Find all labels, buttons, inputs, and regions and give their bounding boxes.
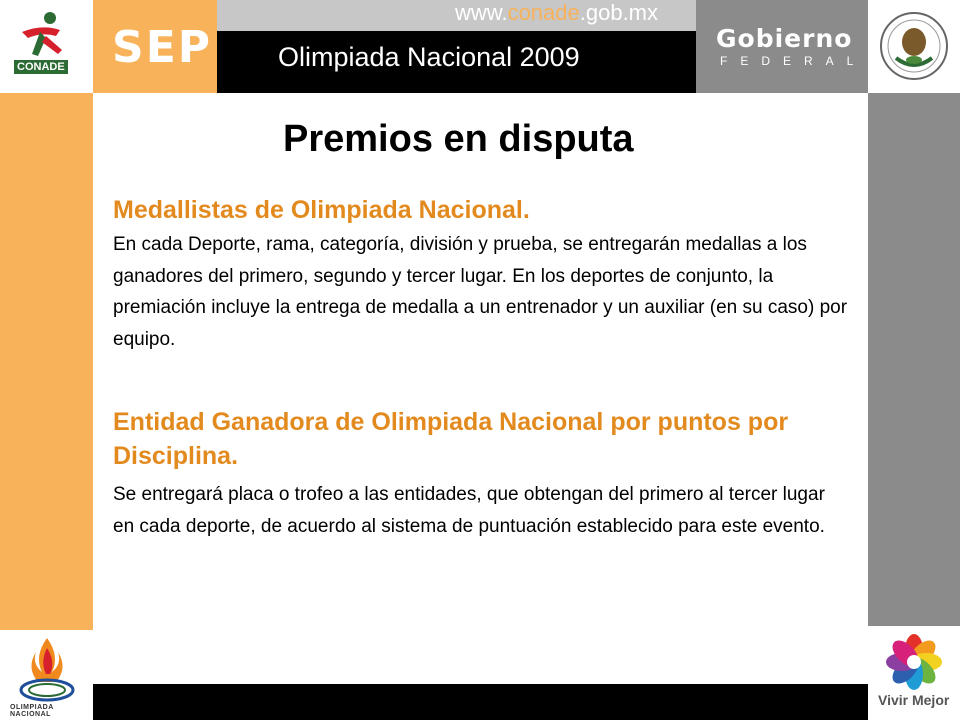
conade-logo-text: CONADE xyxy=(14,60,68,74)
olimpiada-logo-text: OLIMPIADA NACIONAL xyxy=(10,704,54,718)
section-body-entidad-ganadora: Se entregará placa o trofeo a las entidades, que obtengan del primero al tercer lugar en cada deporte, de acuerdo al sistema de puntuación establecido para este evento. xyxy=(113,484,825,537)
olimpiada-logo-area xyxy=(0,630,93,720)
footer-black-bar xyxy=(93,684,868,720)
mexican-coat-of-arms-icon xyxy=(878,8,950,84)
conade-logo-area xyxy=(0,0,93,93)
gobierno-logo: Gobierno xyxy=(716,24,853,53)
section-body-medallistas: En cada Deporte, rama, categoría, división y prueba, se entregarán medallas a los ganadores del primero, segundo y tercer lugar. En los deportes de conjunto, la premiación incluye la entrega de medalla a un entrenador y un auxiliar (en su caso) por equipo. xyxy=(113,234,848,350)
section-title-medallistas: Medallistas de Olimpiada Nacional. xyxy=(113,196,530,224)
vivir-mejor-logo: Vivir Mejor xyxy=(878,692,950,708)
left-orange-bar xyxy=(0,93,93,630)
olimpiada-nacional-flame-icon xyxy=(12,634,82,704)
escudo-nacional-area xyxy=(868,0,960,93)
federal-logo-text: FEDERAL xyxy=(720,54,867,68)
event-title: Olimpiada Nacional 2009 xyxy=(278,42,580,72)
sep-logo: SEP xyxy=(112,22,212,73)
conade-runner-icon xyxy=(12,10,78,60)
right-gray-bar xyxy=(868,93,960,626)
vivir-mejor-flower-icon xyxy=(886,634,942,690)
conade-url[interactable]: www.conade.gob.mx xyxy=(455,0,659,25)
page-title: Premios en disputa xyxy=(283,118,634,160)
section-title-entidad-ganadora: Entidad Ganadora de Olimpiada Nacional por puntos por Disciplina. xyxy=(113,408,789,470)
